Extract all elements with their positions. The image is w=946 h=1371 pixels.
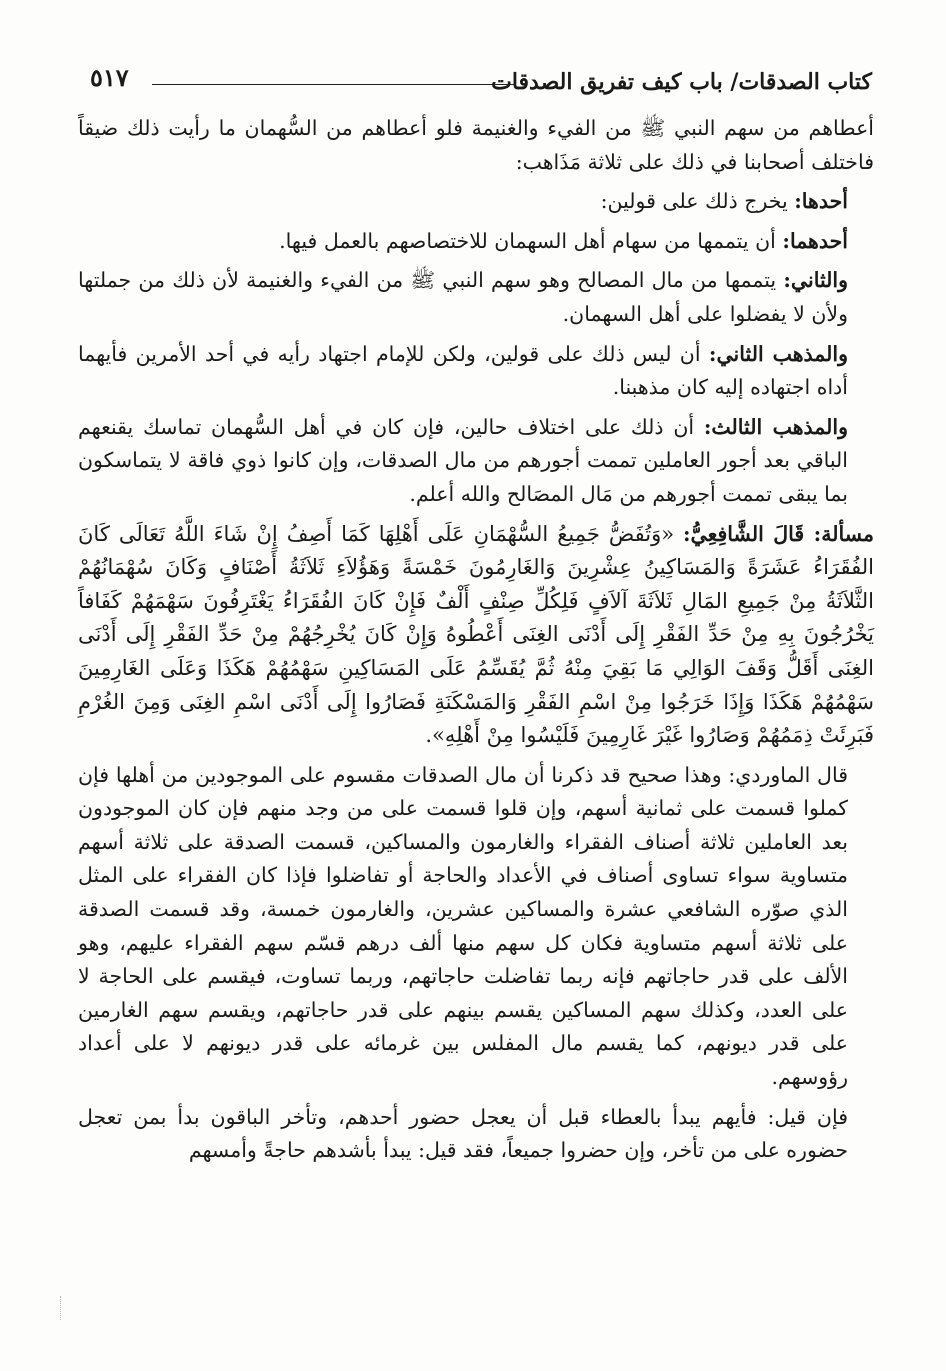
paragraph-lead: أحدهما: (782, 228, 848, 253)
paragraph-lead: والمذهب الثالث: (703, 414, 848, 439)
paragraph-mawardi-commentary (78, 759, 874, 1095)
paragraph-madhhab-second (78, 338, 874, 405)
paragraph-masala-quote (78, 518, 874, 753)
paragraph-lead: أحدها: (794, 189, 848, 214)
paragraph-text: أن ذلك على اختلاف حالين، فإن كان في أهل السُّهمان تماسك يقنعهم الباقي بعد أجور العاملين تممت أجورهم من مال الصدقات، وإن كانوا ذوي فاقة لا يتماسكون بما يبقى تممت أجورهم من مَال المصَالح والله أعلم. (78, 414, 848, 506)
paragraph-text: يتممها من مال المصالح وهو سهم النبي ﷺ من الفيء والغنيمة لأن ذلك من جملتها ولأن لا يفضلوا على أهل السهمان. (78, 268, 848, 326)
paragraph-first-opinion (78, 225, 874, 259)
paragraph-text: أعطاهم من سهم النبي ﷺ من الفيء والغنيمة فلو أعطاهم من السُّهمان ما رأيت ذلك ضيقاً فاختلف أصحابنا في ذلك على ثلاثة مَذَاهب: (78, 116, 874, 174)
page-number: ٥١٧ (90, 63, 129, 92)
paragraph-text: فإن قيل: فأيهم يبدأ بالعطاء قبل أن يعجل حضور أحدهم، وتأخر الباقون بدأ بمن تعجل حضوره على من تأخر، وإن حضروا جميعاً، فقد قيل: يبدأ بأشدهم حاجةً وأمسهم (78, 1104, 848, 1163)
paragraph-text: أن ليس ذلك على قولين، ولكن للإمام اجتهاد رأيه في أحد الأمرين فأيهما أداه اجتهاده إليه كان مذهبنا. (78, 341, 848, 400)
shafii-quote: «وَتُفَضُّ جَمِيعُ السُّهْمَانِ عَلَى أَهْلِهَا كَمَا أَصِفُ إِنْ شَاءَ اللَّهُ تَعَالَى كَانَ الفُقَرَاءُ عَشَرَةً وَالمَسَاكِينُ عِشْرِينَ وَالغَارِمُونَ خَمْسَةً وَهَؤُلاَءِ ثَلاَثَةُ أَصْنَافٍ وَكَانَ سُهْمَانُهُمْ الثَّلاَثَةُ مِنْ جَمِيعِ المَالِ ثَلاَثَةَ آلاَفٍ فَلِكُلِّ صِنْفٍ أَلْفٌ فَإِنْ كَانَ الفُقَرَاءُ يَغْتَرِفُونَ سَهْمَهُمْ كَفَافاً يَخْرُجُونَ بِهِ مِنْ حَدِّ الفَقْرِ إِلَى أَدْنَى الغِنَى أَعْطُوهُ وَإِنْ كَانَ يُخْرِجُهُمْ مِنْ حَدِّ الفَقْرِ إِلَى أَدْنَى الغِنَى أَقَلُّ وَقَفَ الوَالِي مَا بَقِيَ مِنْهُ ثُمَّ يُقَسِّمُ عَلَى المَسَاكِينِ سَهْمُهُمْ هَكَذَا وَعَلَى الغَارِمِينَ سَهْمُهُمْ هَكَذَا وَإِذَا خَرَجُوا مِنْ اسْمِ الفَقْرِ وَالمَسْكَنَةِ فَصَارُوا إِلَى أَدْنَى اسْمِ الغِنَى وَمِنَ الغُرْمِ فَبَرِئَتْ ذِمَمُهُمْ وَصَارُوا غَيْرَ غَارِمِينَ فَلَيْسُوا مِنْ أَهْلِهِ». (78, 521, 874, 748)
header-rule (152, 84, 516, 85)
running-title: كتاب الصدقات/ باب كيف تفريق الصدقات (491, 69, 872, 95)
paragraph-madhhab-third (78, 411, 874, 512)
paragraph-lead: والثاني: (783, 268, 848, 293)
paragraph-second-opinion (78, 264, 874, 331)
paragraph-continuation (78, 112, 874, 179)
paragraph-lead: والمذهب الثاني: (708, 341, 848, 366)
paragraph-question (78, 1101, 874, 1168)
page-header (90, 62, 872, 102)
page-body (78, 112, 874, 1174)
paragraph-lead: مسألة: قَالَ الشَّافِعِيُّ: (682, 521, 874, 546)
paragraph-text: أن يتممها من سهام أهل السهمان للاختصاصهم بالعمل فيها. (279, 228, 776, 253)
paragraph-madhhab-first (78, 185, 874, 219)
paragraph-text: يخرج ذلك على قولين: (600, 189, 788, 214)
paragraph-text: قال الماوردي: وهذا صحيح قد ذكرنا أن مال الصدقات مقسوم على الموجودين من أهلها فإن كملوا قسمت على ثمانية أسهم، وإن قلوا قسمت على من وجد منهم فإن كان الموجودون بعد العاملين ثلاثة أصناف الفقراء والغارمون والمساكين، قسمت الصدقة على ثلاثة أسهم متساوية سواء تساوى أصناف في الأعداد والحاجة أو تفاضلوا فإذا كان الفقراء على المثل الذي صوّره الشافعي عشرة والمساكين عشرين، والغارمون خمسة، وقد قسمت الصدقة على ثلاثة أسهم متساوية فكان كل سهم منها ألف درهم قسّم سهم الفقراء عليهم، وهو الألف على قدر حاجاتهم فإنه ربما تفاضلت حاجاتهم، وربما تساوت، فيقسم على الحاجة لا على العدد، وكذلك سهم المساكين يقسم بينهم على قدر حاجاتهم، ويقسم سهم الغارمين على قدر ديونهم، كما يقسم مال المفلس بين غرمائه على قدر ديونهم لا على أعداد رؤوسهم. (78, 762, 848, 1090)
scan-edge-mark (60, 1296, 75, 1320)
